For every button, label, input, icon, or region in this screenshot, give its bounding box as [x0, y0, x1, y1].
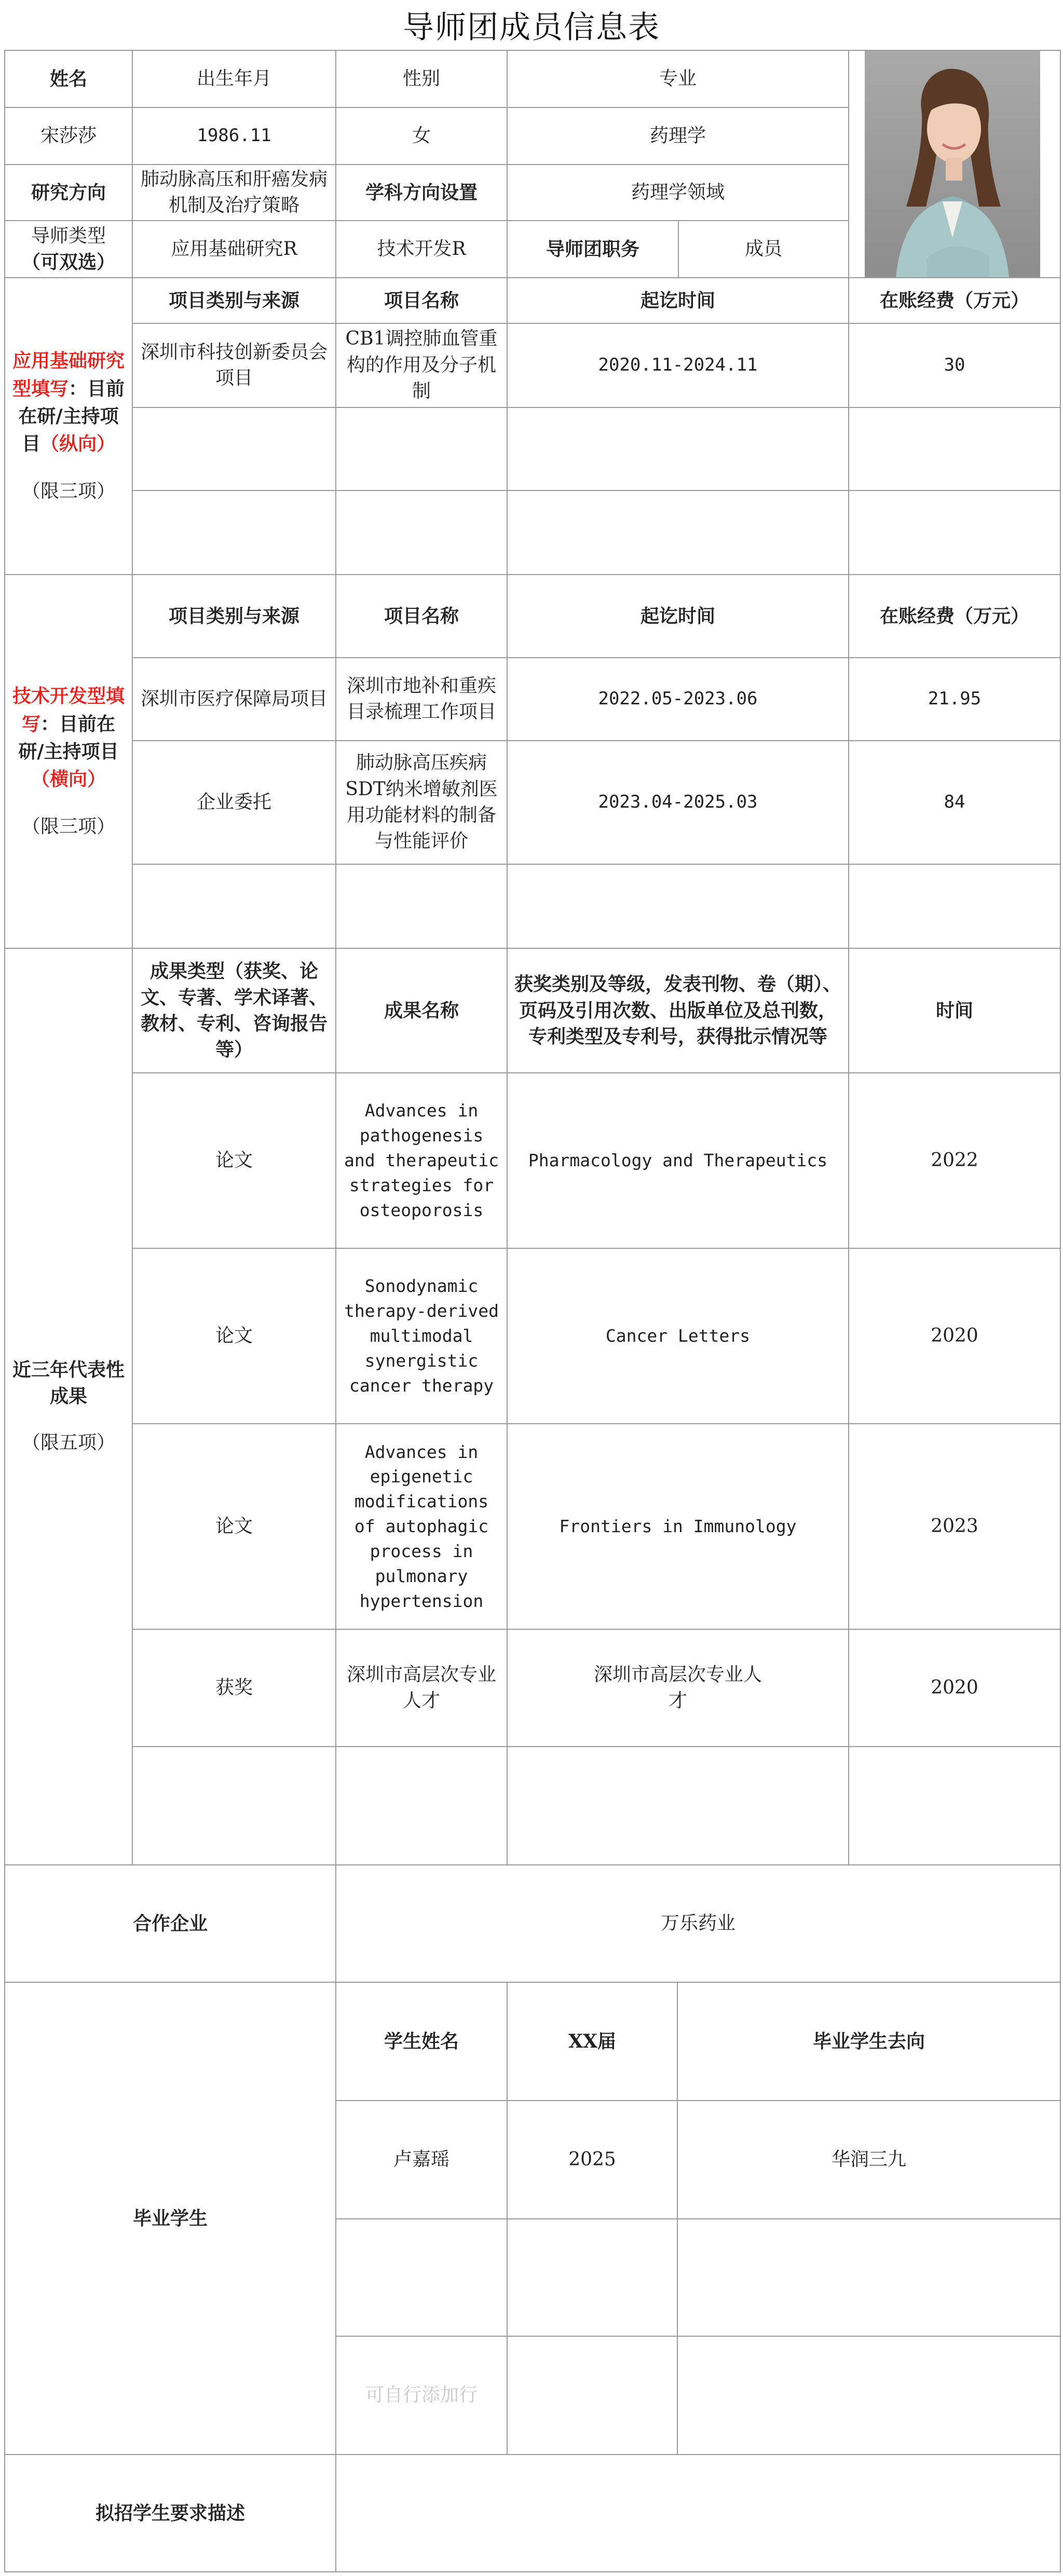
tech-row1-source[interactable]: 深圳市医疗保障局项目 — [132, 657, 336, 741]
basic-projects-type: 应用基础研究型填写 — [12, 350, 125, 400]
mentor-type-label — [4, 220, 133, 278]
grad-row1-name[interactable]: 卢嘉瑶 — [335, 2100, 508, 2219]
ach-row3-name[interactable]: Advances in epigenetic modifications of autophagic process in pulmonary hypertension — [335, 1423, 508, 1630]
add-row-placeholder[interactable]: 可自行添加行 — [335, 2336, 508, 2455]
grad-header-year: XX届 — [507, 1982, 678, 2101]
basic-projects-label — [4, 277, 133, 575]
ach-row4-time[interactable]: 2020 — [848, 1629, 1061, 1747]
basic-row1-name[interactable]: CB1调控肺血管重构的作用及分子机制 — [335, 323, 508, 408]
major-value[interactable]: 药理学 — [507, 107, 849, 165]
ach-row5-type[interactable] — [132, 1746, 336, 1865]
basic-row3-source[interactable] — [132, 490, 336, 575]
achievements-limit: （限五项） — [21, 1432, 115, 1454]
basic-row3-period[interactable] — [507, 490, 849, 575]
ach-row5-time[interactable] — [848, 1746, 1061, 1865]
basic-row2-source[interactable] — [132, 407, 336, 491]
ach-row1-time[interactable]: 2022 — [848, 1072, 1061, 1249]
achievements-label — [4, 948, 133, 1865]
graduates-label: 毕业学生 — [4, 1982, 336, 2455]
grad-row3-destination[interactable] — [677, 2336, 1061, 2455]
basic-header-name: 项目名称 — [335, 277, 508, 324]
ach-header-type: 成果类型（获奖、论文、专著、学术译著、教材、专利、咨询报告等） — [132, 948, 336, 1073]
discipline-value[interactable]: 药理学领域 — [507, 164, 849, 221]
ach-row1-type[interactable]: 论文 — [132, 1072, 336, 1249]
tech-projects-label — [4, 574, 133, 949]
basic-projects-limit: （限三项） — [21, 481, 115, 502]
requirements-value[interactable] — [335, 2454, 1061, 2572]
ach-row5-detail[interactable] — [507, 1746, 849, 1865]
ach-row2-detail[interactable]: Cancer Letters — [507, 1248, 849, 1424]
grad-row2-destination[interactable] — [677, 2218, 1061, 2337]
basic-header-period: 起讫时间 — [507, 277, 849, 324]
tech-row2-name[interactable]: 肺动脉高压疾病SDT纳米增敏剂医用功能材料的制备与性能评价 — [335, 740, 508, 865]
basic-row1-funds[interactable]: 30 — [848, 323, 1061, 408]
partner-value[interactable]: 万乐药业 — [335, 1864, 1061, 1983]
mentor-type-note: （可双选） — [21, 251, 115, 273]
ach-row3-type[interactable]: 论文 — [132, 1423, 336, 1630]
discipline-label: 学科方向设置 — [335, 164, 508, 221]
ach-row5-name[interactable] — [335, 1746, 508, 1865]
basic-row2-period[interactable] — [507, 407, 849, 491]
birth-label: 出生年月 — [132, 50, 336, 108]
grad-row2-year[interactable] — [507, 2218, 678, 2337]
tech-projects-tag: （横向） — [31, 768, 106, 790]
tech-row3-name[interactable] — [335, 864, 508, 949]
mentor-type-text: 导师类型 — [31, 225, 106, 247]
basic-projects-tag: （纵向） — [40, 432, 116, 455]
tech-projects-limit: （限三项） — [21, 816, 115, 838]
tech-row2-source[interactable]: 企业委托 — [132, 740, 336, 865]
ach-row3-time[interactable]: 2023 — [848, 1423, 1061, 1630]
partner-label: 合作企业 — [4, 1864, 336, 1983]
research-label: 研究方向 — [4, 164, 133, 221]
grad-row1-year[interactable]: 2025 — [507, 2100, 678, 2219]
basic-row2-funds[interactable] — [848, 407, 1061, 491]
tech-row1-name[interactable]: 深圳市地补和重疾目录梳理工作项目 — [335, 657, 508, 741]
basic-projects-mid: 目前在研/主持项目 — [18, 377, 125, 455]
ach-row1-detail[interactable]: Pharmacology and Therapeutics — [507, 1072, 849, 1249]
tech-row3-funds[interactable] — [848, 864, 1061, 949]
tech-projects-type: 技术开发型填写 — [12, 685, 125, 735]
ach-row4-detail[interactable]: 深圳市高层次专业人才 — [507, 1629, 849, 1747]
mentor-type-option-basic[interactable]: 应用基础研究R — [132, 220, 336, 278]
basic-row3-name[interactable] — [335, 490, 508, 575]
basic-row1-source[interactable]: 深圳市科技创新委员会项目 — [132, 323, 336, 408]
ach-row4-name[interactable]: 深圳市高层次专业人才 — [335, 1629, 508, 1747]
basic-projects-colon: ： — [68, 377, 87, 400]
basic-header-funds: 在账经费（万元） — [848, 277, 1061, 324]
portrait-image — [865, 51, 1040, 277]
requirements-label: 拟招学生要求描述 — [4, 2454, 336, 2572]
grad-row1-destination[interactable]: 华润三九 — [677, 2100, 1061, 2219]
tech-projects-colon: ： — [40, 713, 59, 735]
tech-row1-period[interactable]: 2022.05-2023.06 — [507, 657, 849, 741]
tech-row1-funds[interactable]: 21.95 — [848, 657, 1061, 741]
basic-row2-name[interactable] — [335, 407, 508, 491]
ach-row2-type[interactable]: 论文 — [132, 1248, 336, 1424]
gender-value[interactable]: 女 — [335, 107, 508, 165]
ach-row2-name[interactable]: Sonodynamic therapy-derived multimodal synergistic cancer therapy — [335, 1248, 508, 1424]
page-title: 导师团成员信息表 — [403, 9, 660, 46]
tech-row2-period[interactable]: 2023.04-2025.03 — [507, 740, 849, 865]
tech-header-name: 项目名称 — [335, 574, 508, 658]
research-value[interactable]: 肺动脉高压和肝癌发病机制及治疗策略 — [132, 164, 336, 221]
basic-row3-funds[interactable] — [848, 490, 1061, 575]
ach-row1-name[interactable]: Advances in pathogenesis and therapeutic strategies for osteoporosis — [335, 1072, 508, 1249]
tech-header-funds: 在账经费（万元） — [848, 574, 1061, 658]
ach-row2-time[interactable]: 2020 — [848, 1248, 1061, 1424]
grad-row3-year[interactable] — [507, 2336, 678, 2455]
ach-row3-detail[interactable]: Frontiers in Immunology — [507, 1423, 849, 1630]
major-label: 专业 — [507, 50, 849, 108]
ach-header-time: 时间 — [848, 948, 1061, 1073]
achievements-title: 近三年代表性成果 — [12, 1359, 125, 1407]
grad-row2-name[interactable] — [335, 2218, 508, 2337]
gender-label: 性别 — [335, 50, 508, 108]
ach-header-detail: 获奖类别及等级，发表刊物、卷（期）、页码及引用次数、出版单位及总刊数，专利类型及专利号，获得批示情况等 — [507, 948, 849, 1073]
ach-header-name: 成果名称 — [335, 948, 508, 1073]
grad-header-destination: 毕业学生去向 — [677, 1982, 1061, 2101]
basic-header-source: 项目类别与来源 — [132, 277, 336, 324]
name-label: 姓名 — [4, 50, 133, 108]
tech-header-period: 起讫时间 — [507, 574, 849, 658]
tech-row3-period[interactable] — [507, 864, 849, 949]
mentor-type-option-tech[interactable]: 技术开发R — [335, 220, 508, 278]
birth-value[interactable]: 1986.11 — [132, 107, 336, 165]
tech-row2-funds[interactable]: 84 — [848, 740, 1061, 865]
name-value[interactable]: 宋莎莎 — [4, 107, 133, 165]
member-photo — [865, 51, 1040, 277]
tech-projects-mid: 目前在研/主持项目 — [18, 713, 119, 762]
role-value[interactable]: 成员 — [678, 220, 849, 278]
grad-header-name: 学生姓名 — [335, 1982, 508, 2101]
tech-row3-source[interactable] — [132, 864, 336, 949]
ach-row4-type[interactable]: 获奖 — [132, 1629, 336, 1747]
basic-row1-period[interactable]: 2020.11-2024.11 — [507, 323, 849, 408]
role-label: 导师团职务 — [507, 220, 679, 278]
tech-header-source: 项目类别与来源 — [132, 574, 336, 658]
